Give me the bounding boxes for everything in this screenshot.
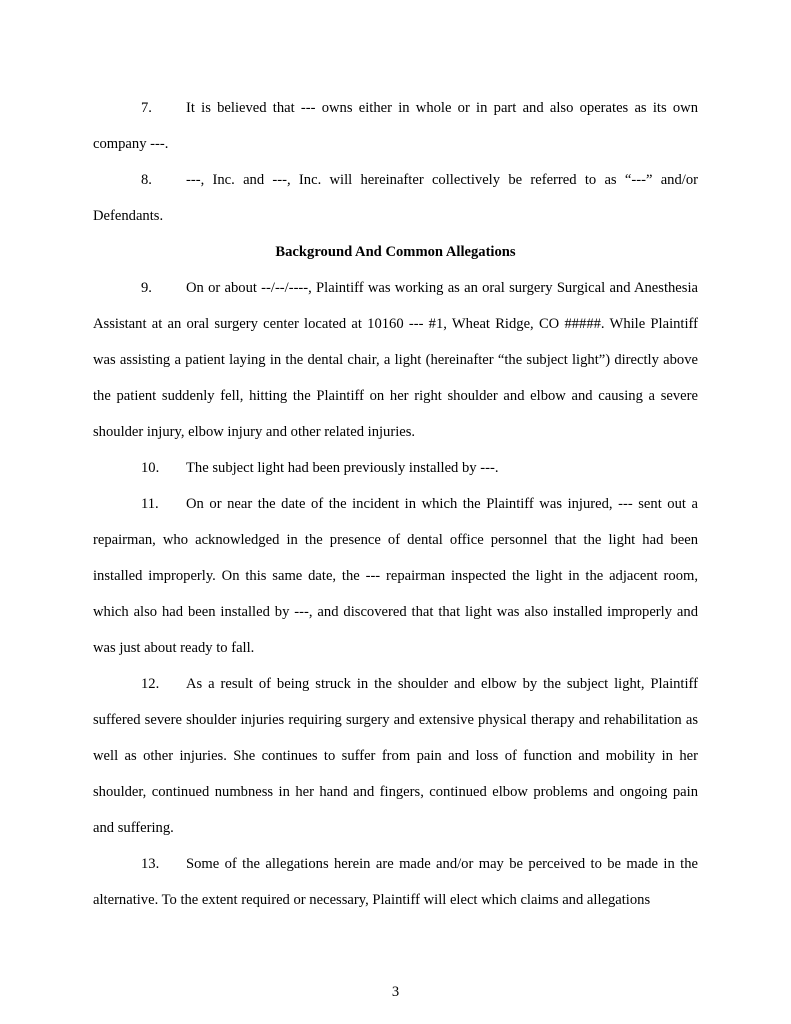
paragraph-text: As a result of being struck in the shoulder and elbow by the subject light, Plaintiff suffered severe shoulder injuries requiring surgery and extensive physical therapy and rehabilitation as well as other injuries. She continues to suffer from pain and loss of function and mobility in her shoulder, continued numbness in her hand and fingers, continued elbow problems and ongoing pain and suffering. <box>93 676 698 836</box>
section-heading: Background And Common Allegations <box>275 244 516 260</box>
paragraph-number: 11. <box>141 496 159 512</box>
paragraph-number: 7. <box>141 100 152 116</box>
paragraph-number: 9. <box>141 280 152 296</box>
paragraph-11 <box>93 486 698 666</box>
paragraph-number: 12. <box>141 676 160 692</box>
paragraph-text: Some of the allegations herein are made and/or may be perceived to be made in the alternative. To the extent required or necessary, Plaintiff will elect which claims and allegations <box>93 856 698 908</box>
paragraph-10 <box>93 450 698 486</box>
paragraph-number: 10. <box>141 460 160 476</box>
document-body <box>93 90 698 918</box>
paragraph-number: 13. <box>141 856 160 872</box>
paragraph-12 <box>93 666 698 846</box>
paragraph-text: On or about --/--/----, Plaintiff was working as an oral surgery Surgical and Anesthesia Assistant at an oral surgery center located at 10160 --- #1, Wheat Ridge, CO #####. While Plaintiff was assisting a patient laying in the dental chair, a light (hereinafter “the subject light”) directly above the patient suddenly fell, hitting the Plaintiff on her right shoulder and elbow and causing a severe shoulder injury, elbow injury and other related injuries. <box>93 280 698 440</box>
paragraph-text: ---, Inc. and ---, Inc. will hereinafter collectively be referred to as “---” and/or Defendants. <box>93 172 698 224</box>
paragraph-13 <box>93 846 698 918</box>
paragraph-text: The subject light had been previously installed by ---. <box>186 460 499 476</box>
paragraph-8 <box>93 162 698 234</box>
paragraph-text: On or near the date of the incident in which the Plaintiff was injured, --- sent out a repairman, who acknowledged in the presence of dental office personnel that the light had been installed improperly. On this same date, the --- repairman inspected the light in the adjacent room, which also had been installed by ---, and discovered that that light was also installed improperly and was just about ready to fall. <box>93 496 698 656</box>
paragraph-text: It is believed that --- owns either in whole or in part and also operates as its own company ---. <box>93 100 698 152</box>
paragraph-7 <box>93 90 698 162</box>
paragraph-9 <box>93 270 698 450</box>
page-number: 3 <box>391 984 400 1000</box>
paragraph-number: 8. <box>141 172 152 188</box>
